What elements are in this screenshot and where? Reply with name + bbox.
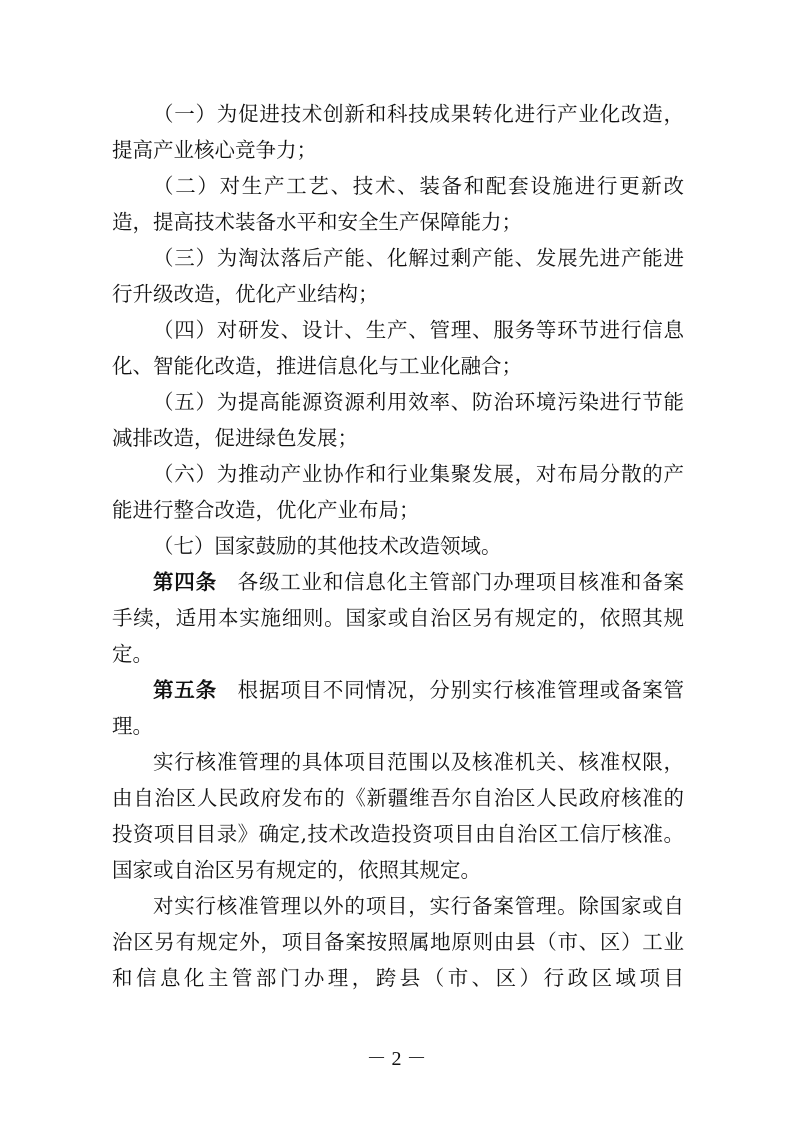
list-item-5: （五）为提高能源资源利用效率、防治环境污染进行节能减排改造，促进绿色发展； bbox=[112, 390, 684, 450]
article-4-text: 各级工业和信息化主管部门办理项目核准和备案手续，适用本实施细则。国家或自治区另有规定的，依照其规定。 bbox=[112, 570, 684, 666]
list-item-6: （六）为推动产业协作和行业集聚发展，对布局分散的产能进行整合改造，优化产业布局； bbox=[112, 462, 684, 522]
list-item-4: （四）对研发、设计、生产、管理、服务等环节进行信息化、智能化改造，推进信息化与工业化融合； bbox=[112, 318, 684, 378]
article-5 bbox=[112, 672, 684, 744]
page-number: － 2 － bbox=[366, 1048, 427, 1070]
article-5-number: 第五条 bbox=[153, 678, 217, 702]
article-5-paragraph-2: 对实行核准管理以外的项目，实行备案管理。除国家或自治区另有规定外，项目备案按照属地原则由县（市、区）工业和信息化主管部门办理，跨县（市、区）行政区域项目 bbox=[112, 894, 684, 990]
article-4 bbox=[112, 564, 684, 672]
article-4-number: 第四条 bbox=[153, 570, 217, 594]
article-5-paragraph-1: 实行核准管理的具体项目范围以及核准机关、核准权限，由自治区人民政府发布的《新疆维吾尔自治区人民政府核准的投资项目目录》确定,技术改造投资项目由自治区工信厅核准。国家或自治区另有规定的，依照其规定。 bbox=[112, 750, 684, 882]
list-item-3: （三）为淘汰落后产能、化解过剩产能、发展先进产能进行升级改造，优化产业结构； bbox=[112, 246, 684, 306]
document-body bbox=[112, 96, 684, 996]
list-item-1: （一）为促进技术创新和科技成果转化进行产业化改造，提高产业核心竞争力； bbox=[112, 102, 684, 162]
article-5-text: 根据项目不同情况，分别实行核准管理或备案管理。 bbox=[112, 678, 684, 738]
list-item-7: （七）国家鼓励的其他技术改造领域。 bbox=[153, 534, 502, 558]
list-item-2: （二）对生产工艺、技术、装备和配套设施进行更新改造，提高技术装备水平和安全生产保障能力； bbox=[112, 174, 684, 234]
